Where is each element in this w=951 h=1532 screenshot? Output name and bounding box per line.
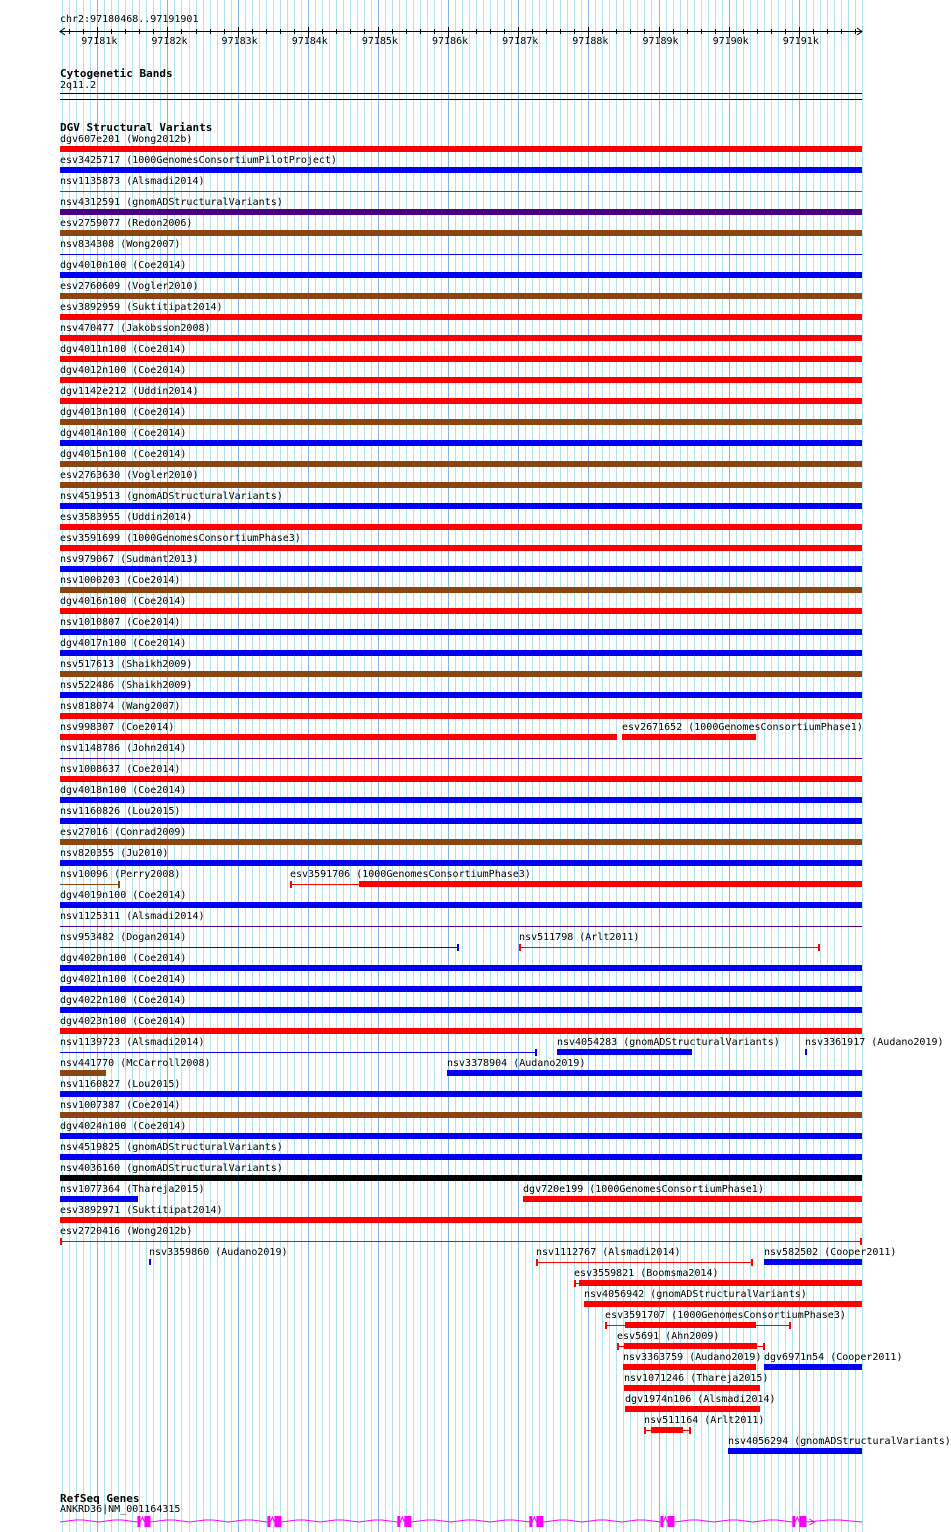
sv-feature[interactable] — [60, 428, 862, 448]
exon — [274, 1516, 281, 1527]
ruler-tick-label: 97185k — [361, 36, 398, 47]
ruler-tick-label: 97189k — [642, 36, 679, 47]
sv-feature[interactable] — [60, 323, 862, 343]
sv-bar — [60, 776, 862, 782]
sv-feature-label: nsv1148786 (John2014) — [60, 743, 187, 754]
sv-feature-label: dgv4010n100 (Coe2014) — [60, 260, 187, 271]
sv-bar — [624, 1385, 760, 1391]
sv-feature-label: dgv1974n106 (Alsmadi2014) — [625, 1394, 776, 1405]
exon — [404, 1516, 411, 1527]
sv-feature[interactable] — [584, 1289, 862, 1309]
sv-bar — [60, 398, 862, 404]
sv-feature-label: esv2760609 (Vogler2010) — [60, 281, 199, 292]
sv-feature-label: esv3425717 (1000GenomesConsortiumPilotProject) — [60, 155, 337, 166]
ruler-tick-label: 97191k — [782, 36, 819, 47]
sv-bar — [60, 986, 862, 992]
sv-line — [60, 884, 120, 885]
sv-feature[interactable] — [60, 302, 862, 322]
sv-bar — [651, 1427, 683, 1433]
sv-feature[interactable] — [60, 176, 862, 196]
sv-feature[interactable] — [60, 1121, 862, 1141]
sv-bar — [60, 461, 862, 467]
sv-bar — [60, 1112, 862, 1118]
sv-feature[interactable] — [625, 1394, 776, 1414]
intron-line — [60, 1520, 137, 1522]
sv-feature[interactable] — [60, 260, 862, 280]
sv-bar — [60, 1196, 138, 1202]
exon-splice — [140, 1517, 144, 1522]
sv-bar — [579, 1280, 862, 1286]
exon — [667, 1516, 674, 1527]
sv-feature-label: nsv1160827 (Lou2015) — [60, 1079, 181, 1090]
sv-bar — [447, 1070, 862, 1076]
exon-splice — [532, 1517, 536, 1522]
ruler-tick-label: 97182k — [151, 36, 188, 47]
sv-whisker-start — [519, 944, 521, 951]
sv-feature-label: esv5691 (Ahn2009) — [617, 1331, 720, 1342]
sv-feature-label: dgv4015n100 (Coe2014) — [60, 449, 187, 460]
sv-feature-label: dgv4017n100 (Coe2014) — [60, 638, 187, 649]
sv-bar — [60, 377, 862, 383]
sv-whisker-start — [574, 1280, 576, 1287]
sv-feature-label: nsv1010807 (Coe2014) — [60, 617, 181, 628]
sv-bar — [60, 293, 862, 299]
exon-splice — [270, 1517, 274, 1522]
sv-whisker-end — [860, 1238, 862, 1245]
sv-bar — [764, 1259, 862, 1265]
sv-feature-label: nsv4519513 (gnomADStructuralVariants) — [60, 491, 283, 502]
sv-bar — [625, 1322, 756, 1328]
sv-feature[interactable] — [60, 512, 862, 532]
sv-feature-label: dgv4019n100 (Coe2014) — [60, 890, 187, 901]
sv-feature[interactable] — [290, 869, 862, 889]
sv-feature-label: dgv4022n100 (Coe2014) — [60, 995, 187, 1006]
sv-feature-label: esv3892971 (Suktitipat2014) — [60, 1205, 223, 1216]
intron-line — [674, 1520, 792, 1522]
sv-feature[interactable] — [536, 1247, 753, 1267]
sv-bar — [60, 1154, 862, 1160]
ruler-tick-label: 97187k — [502, 36, 539, 47]
sv-feature[interactable] — [60, 1058, 211, 1078]
sv-feature[interactable] — [60, 449, 862, 469]
sv-feature[interactable] — [523, 1184, 862, 1204]
sv-bar — [60, 734, 617, 740]
sv-bar — [764, 1364, 862, 1370]
sv-line — [60, 926, 862, 927]
sv-bar — [60, 839, 862, 845]
sv-feature[interactable] — [764, 1247, 897, 1267]
sv-line — [60, 254, 862, 255]
sv-feature-label: nsv1008637 (Coe2014) — [60, 764, 181, 775]
sv-feature[interactable] — [60, 197, 862, 217]
ruler-tick-label: 97183k — [221, 36, 258, 47]
sv-line — [60, 947, 459, 948]
sv-feature-label: dgv4016n100 (Coe2014) — [60, 596, 187, 607]
sv-feature[interactable] — [60, 974, 862, 994]
sv-feature-label: nsv517613 (Shaikh2009) — [60, 659, 193, 670]
sv-feature[interactable] — [574, 1268, 862, 1288]
sv-feature-label: nsv1007387 (Coe2014) — [60, 1100, 181, 1111]
sv-whisker-start — [536, 1259, 538, 1266]
sv-feature[interactable] — [60, 1142, 862, 1162]
sv-whisker-start — [290, 881, 292, 888]
exon — [660, 1516, 663, 1527]
sv-feature[interactable] — [149, 1247, 288, 1267]
sv-feature[interactable] — [60, 953, 862, 973]
sv-feature-label: esv2763630 (Vogler2010) — [60, 470, 199, 481]
sv-feature-label: nsv1135873 (Alsmadi2014) — [60, 176, 205, 187]
sv-whisker-end — [818, 944, 820, 951]
exon — [267, 1516, 270, 1527]
sv-feature[interactable] — [556, 1037, 780, 1057]
sv-bar — [60, 566, 862, 572]
sv-feature[interactable] — [622, 722, 863, 742]
sv-feature-label: nsv1112767 (Alsmadi2014) — [536, 1247, 681, 1258]
sv-feature[interactable] — [60, 995, 862, 1015]
sv-feature-label: nsv511164 (Arlt2011) — [644, 1415, 765, 1426]
sv-bar — [60, 167, 862, 173]
sv-feature[interactable] — [60, 785, 862, 805]
sv-feature-label: esv2720416 (Wong2012b) — [60, 1226, 193, 1237]
sv-bar — [60, 1070, 106, 1076]
sv-bar — [60, 356, 862, 362]
sv-feature-label: dgv4018n100 (Coe2014) — [60, 785, 187, 796]
sv-feature[interactable] — [60, 155, 862, 175]
sv-bar — [60, 230, 862, 236]
sv-bar — [60, 482, 862, 488]
sv-bar — [60, 608, 862, 614]
sv-feature-label: nsv4036160 (gnomADStructuralVariants) — [60, 1163, 283, 1174]
sv-feature-label: dgv4012n100 (Coe2014) — [60, 365, 187, 376]
sv-bar — [60, 335, 862, 341]
ruler-tick-label: 97184k — [291, 36, 328, 47]
sv-feature[interactable] — [60, 1205, 862, 1225]
sv-feature-label: esv3591706 (1000GenomesConsortiumPhase3) — [290, 869, 531, 880]
exon — [137, 1516, 140, 1527]
sv-bar — [60, 440, 862, 446]
sv-feature-label: nsv1160826 (Lou2015) — [60, 806, 181, 817]
sv-feature-label: dgv607e201 (Wong2012b) — [60, 134, 193, 145]
exon — [799, 1516, 806, 1527]
sv-bar — [523, 1196, 862, 1202]
sv-feature-label: esv3892959 (Suktitipat2014) — [60, 302, 223, 313]
sv-whisker-end — [789, 1322, 791, 1329]
exon-splice — [663, 1517, 667, 1522]
sv-feature[interactable] — [60, 554, 862, 574]
exon-splice — [795, 1517, 799, 1522]
gene-model-ANKRD36[interactable] — [0, 1512, 890, 1530]
sv-feature[interactable] — [60, 932, 459, 952]
sv-bar — [60, 902, 862, 908]
sv-feature-label: dgv4013n100 (Coe2014) — [60, 407, 187, 418]
sv-bar — [622, 734, 756, 740]
sv-feature-label: dgv6971n54 (Cooper2011) — [764, 1352, 903, 1363]
sv-feature[interactable] — [728, 1436, 951, 1456]
refseq-track-title: RefSeq Genes — [60, 1492, 140, 1505]
sv-feature-label: nsv998307 (Coe2014) — [60, 722, 175, 733]
sv-whisker-end — [763, 1343, 765, 1350]
sv-feature-label: esv3591707 (1000GenomesConsortiumPhase3) — [605, 1310, 846, 1321]
sv-bar — [60, 1091, 862, 1097]
sv-bar — [60, 713, 862, 719]
sv-feature[interactable] — [60, 491, 862, 511]
sv-feature[interactable] — [60, 239, 862, 259]
sv-bar — [60, 1028, 862, 1034]
sv-bar — [584, 1301, 862, 1307]
sv-feature[interactable] — [764, 1352, 903, 1372]
sv-bar — [625, 1406, 760, 1412]
sv-feature-label: dgv4014n100 (Coe2014) — [60, 428, 187, 439]
sv-feature[interactable] — [60, 575, 862, 595]
sv-feature-label: nsv3363759 (Audano2019) — [623, 1352, 762, 1363]
locus-label: chr2:97180468..97191901 — [60, 14, 199, 25]
gene-label[interactable]: ANKRD36|NM_001164315 — [60, 1504, 181, 1515]
exon — [144, 1516, 150, 1527]
sv-feature[interactable] — [60, 1037, 537, 1057]
sv-feature-label: dgv4011n100 (Coe2014) — [60, 344, 187, 355]
sv-feature[interactable] — [60, 596, 862, 616]
sv-bar — [60, 818, 862, 824]
exon — [792, 1516, 795, 1527]
sv-bar — [60, 419, 862, 425]
sv-feature[interactable] — [60, 890, 862, 910]
sv-bar — [805, 1049, 807, 1055]
sv-feature[interactable] — [60, 911, 862, 931]
sv-bar — [60, 692, 862, 698]
sv-feature-label: nsv979067 (Sudmant2013) — [60, 554, 199, 565]
sv-feature[interactable] — [519, 932, 820, 952]
sv-feature-label: nsv3361917 (Audano2019) — [805, 1037, 944, 1048]
sv-feature-label: nsv4056294 (gnomADStructuralVariants) — [728, 1436, 951, 1447]
sv-bar — [60, 503, 862, 509]
ruler-tick-label: 97181k — [81, 36, 118, 47]
sv-bar — [60, 1175, 862, 1181]
sv-feature-label: nsv511798 (Arlt2011) — [519, 932, 640, 943]
sv-feature[interactable] — [60, 386, 862, 406]
ruler-tick-label: 97186k — [431, 36, 469, 47]
intron-line — [543, 1520, 660, 1522]
exon-splice — [400, 1517, 404, 1522]
sv-feature[interactable] — [60, 764, 862, 784]
sv-whisker-start — [60, 1238, 62, 1245]
sv-feature-label: esv3583955 (Uddin2014) — [60, 512, 193, 523]
sv-feature-label: esv2671652 (1000GenomesConsortiumPhase1) — [622, 722, 863, 733]
sv-feature-label: nsv10096 (Perry2008) — [60, 869, 181, 880]
sv-feature[interactable] — [60, 848, 862, 868]
sv-feature[interactable] — [623, 1352, 762, 1372]
sv-feature[interactable] — [60, 407, 862, 427]
exon — [536, 1516, 543, 1527]
sv-feature[interactable] — [60, 1184, 205, 1204]
sv-feature[interactable] — [447, 1058, 862, 1078]
sv-bar — [60, 797, 862, 803]
sv-bar — [557, 1049, 692, 1055]
sv-bar — [60, 146, 862, 152]
sv-feature[interactable] — [60, 1163, 862, 1183]
sv-bar — [624, 1343, 757, 1349]
sv-feature-label: esv3591699 (1000GenomesConsortiumPhase3) — [60, 533, 301, 544]
sv-line — [60, 1241, 862, 1242]
sv-feature[interactable] — [60, 134, 862, 154]
sv-bar — [60, 860, 862, 866]
sv-feature[interactable] — [60, 806, 862, 826]
sv-feature[interactable] — [60, 827, 862, 847]
sv-bar — [60, 671, 862, 677]
sv-feature-label: nsv4312591 (gnomADStructuralVariants) — [60, 197, 283, 208]
sv-whisker-end — [118, 881, 120, 888]
sv-feature[interactable] — [605, 1310, 846, 1330]
sv-feature-label: nsv522486 (Shaikh2009) — [60, 680, 193, 691]
sv-bar — [60, 629, 862, 635]
sv-feature-label: nsv1071246 (Thareja2015) — [623, 1373, 769, 1384]
sv-whisker-end — [457, 944, 459, 951]
sv-feature-label: dgv1142e212 (Uddin2014) — [60, 386, 199, 397]
sv-whisker-end — [751, 1259, 753, 1266]
sv-feature-label: nsv953482 (Dogan2014) — [60, 932, 187, 943]
sv-feature-label: nsv470477 (Jakobsson2008) — [60, 323, 211, 334]
sv-feature[interactable] — [805, 1037, 944, 1057]
sv-feature[interactable] — [60, 1226, 862, 1246]
sv-feature-label: nsv834308 (Wong2007) — [60, 239, 181, 250]
sv-feature-label: esv2759077 (Redon2006) — [60, 218, 193, 229]
ruler-tick-label: 97188k — [572, 36, 609, 47]
sv-bar — [60, 209, 862, 215]
sv-feature[interactable] — [60, 617, 862, 637]
sv-feature[interactable] — [617, 1331, 765, 1351]
sv-line — [519, 947, 820, 948]
sv-feature-label: nsv1000203 (Coe2014) — [60, 575, 181, 586]
sv-bar — [60, 587, 862, 593]
sv-feature[interactable] — [60, 365, 862, 385]
sv-bar — [728, 1448, 862, 1454]
sv-feature[interactable] — [60, 1016, 862, 1036]
sv-feature-label: dgv4021n100 (Coe2014) — [60, 974, 187, 985]
sv-bar — [60, 1133, 862, 1139]
sv-feature-label: nsv3378904 (Audano2019) — [447, 1058, 586, 1069]
sv-whisker-start — [644, 1427, 646, 1434]
sv-feature-label: nsv1125311 (Alsmadi2014) — [60, 911, 205, 922]
sv-feature-label: nsv820355 (Ju2010) — [60, 848, 169, 859]
sv-feature[interactable] — [60, 743, 862, 763]
sv-line — [60, 1052, 537, 1053]
sv-whisker-end — [689, 1427, 691, 1434]
sv-feature[interactable] — [60, 701, 862, 721]
sv-bar — [359, 881, 862, 887]
sv-feature-label: dgv4020n100 (Coe2014) — [60, 953, 187, 964]
sv-feature[interactable] — [60, 1079, 862, 1099]
sv-feature-label: esv27016 (Conrad2009) — [60, 827, 187, 838]
sv-bar — [60, 1007, 862, 1013]
sv-feature[interactable] — [60, 344, 862, 364]
sv-bar — [60, 1217, 862, 1223]
sv-feature[interactable] — [60, 218, 862, 238]
sv-feature[interactable] — [644, 1415, 765, 1435]
sv-bar — [60, 314, 862, 320]
sv-line — [536, 1262, 753, 1263]
sv-line — [60, 758, 862, 759]
cytoband-track-title: Cytogenetic Bands — [60, 67, 173, 80]
sv-feature-label: nsv4519825 (gnomADStructuralVariants) — [60, 1142, 283, 1153]
sv-feature-label: esv3559821 (Boomsma2014) — [574, 1268, 719, 1279]
sv-feature-label: dgv4023n100 (Coe2014) — [60, 1016, 187, 1027]
sv-feature-label: nsv1139723 (Alsmadi2014) — [60, 1037, 205, 1048]
ruler-tick-label: 97190k — [712, 36, 749, 47]
sv-feature-label: nsv4056942 (gnomADStructuralVariants) — [584, 1289, 807, 1300]
dgv-track-title: DGV Structural Variants — [60, 121, 213, 134]
sv-feature[interactable] — [60, 680, 862, 700]
sv-whisker-start — [605, 1322, 607, 1329]
sv-feature-label: nsv818074 (Wang2007) — [60, 701, 181, 712]
exon — [529, 1516, 532, 1527]
sv-whisker-end — [535, 1049, 537, 1056]
sv-feature[interactable] — [60, 281, 862, 301]
sv-bar — [60, 545, 862, 551]
sv-feature-label: nsv4054283 (gnomADStructuralVariants) — [556, 1037, 780, 1048]
sv-feature-label: dgv4024n100 (Coe2014) — [60, 1121, 187, 1132]
sv-bar — [60, 650, 862, 656]
sv-feature-label: nsv441770 (McCarroll2008) — [60, 1058, 211, 1069]
intron-line — [411, 1520, 529, 1522]
sv-bar — [60, 965, 862, 971]
sv-feature[interactable] — [60, 470, 862, 490]
sv-bar — [623, 1364, 756, 1370]
sv-feature[interactable] — [623, 1373, 769, 1393]
sv-feature-label: nsv3359860 (Audano2019) — [149, 1247, 288, 1258]
sv-feature[interactable] — [60, 722, 617, 742]
sv-whisker-start — [617, 1343, 619, 1350]
sv-bar — [149, 1259, 151, 1265]
sv-line — [60, 191, 862, 192]
sv-feature-label: dgv720e199 (1000GenomesConsortiumPhase1) — [523, 1184, 764, 1195]
sv-bar — [60, 524, 862, 530]
sv-bar — [60, 272, 862, 278]
sv-feature[interactable] — [60, 1100, 862, 1120]
exon — [397, 1516, 400, 1527]
sv-feature[interactable] — [60, 638, 862, 658]
cytoband-label: 2q11.2 — [60, 80, 97, 91]
intron-line — [150, 1520, 267, 1522]
sv-feature[interactable] — [60, 869, 181, 889]
sv-feature-label: nsv582502 (Cooper2011) — [764, 1247, 897, 1258]
intron-line — [281, 1520, 397, 1522]
sv-feature[interactable] — [60, 533, 862, 553]
sv-feature-label: nsv1077364 (Thareja2015) — [60, 1184, 205, 1195]
sv-feature[interactable] — [60, 659, 862, 679]
